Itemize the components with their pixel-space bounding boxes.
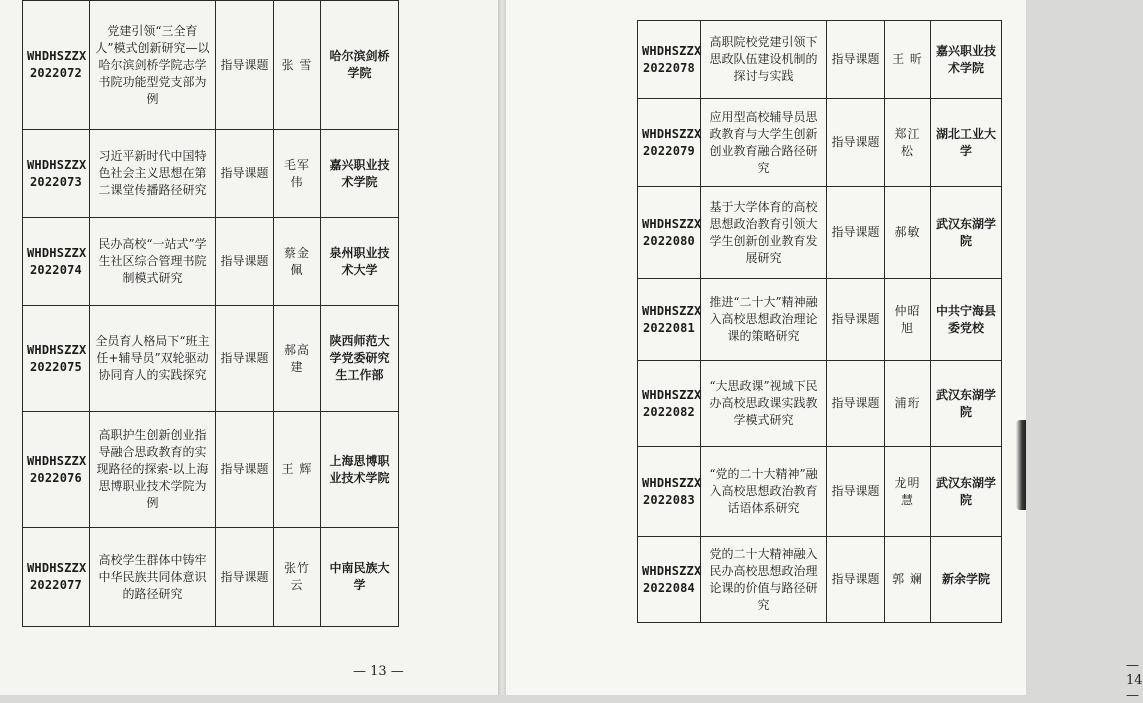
project-unit-cell: 武汉东湖学院 [931,361,1002,447]
page-number: — 14 — [1126,658,1143,703]
project-title-cell: 党建引领“三全育人”模式创新研究—以哈尔滨剑桥学院志学书院功能型党支部为例 [90,1,216,130]
project-type-cell: 指导课题 [827,537,885,623]
project-type-cell: 指导课题 [216,412,274,528]
project-code-cell: WHDHSZZX 2022082 [638,361,701,447]
table-row [638,99,1002,187]
page-edge-shadow [1016,420,1026,510]
project-code-cell: WHDHSZZX 2022072 [23,1,90,130]
project-leader-cell: 张 雪 [274,1,321,130]
project-title-cell: 应用型高校辅导员思政教育与大学生创新创业教育融合路径研究 [701,99,827,187]
project-title-cell: 推进“二十大”精神融入高校思想政治理论课的策略研究 [701,279,827,361]
project-type-cell: 指导课题 [827,279,885,361]
project-unit-cell: 湖北工业大学 [931,99,1002,187]
table-row [638,447,1002,537]
project-type-cell: 指导课题 [827,21,885,99]
project-unit-cell: 中共宁海县委党校 [931,279,1002,361]
table-row [23,306,399,412]
project-leader-cell: 张竹云 [274,528,321,627]
project-title-cell: 高职护生创新创业指导融合思政教育的实现路径的探索-以上海思博职业技术学院为例 [90,412,216,528]
project-leader-cell: 郑江松 [885,99,931,187]
project-type-cell: 指导课题 [216,306,274,412]
project-title-cell: 全员育人格局下“班主任+辅导员”双轮驱动协同育人的实践探究 [90,306,216,412]
project-title-cell: 高校学生群体中铸牢中华民族共同体意识的路径研究 [90,528,216,627]
document-page-13 [0,0,498,695]
project-leader-cell: 郭 斓 [885,537,931,623]
project-leader-cell: 毛军伟 [274,130,321,218]
book-gutter [498,0,506,695]
project-title-cell: “党的二十大精神”融入高校思想政治教育话语体系研究 [701,447,827,537]
project-code-cell: WHDHSZZX 2022076 [23,412,90,528]
project-code-cell: WHDHSZZX 2022080 [638,187,701,279]
table-row [23,528,399,627]
project-leader-cell: 仲昭旭 [885,279,931,361]
table-row [638,537,1002,623]
project-title-cell: 习近平新时代中国特色社会主义思想在第二课堂传播路径研究 [90,130,216,218]
project-code-cell: WHDHSZZX 2022075 [23,306,90,412]
project-unit-cell: 新余学院 [931,537,1002,623]
project-title-cell: 基于大学体育的高校思想政治教育引领大学生创新创业教育发展研究 [701,187,827,279]
project-unit-cell: 嘉兴职业技术学院 [931,21,1002,99]
table-row [23,412,399,528]
table-row [638,21,1002,99]
project-code-cell: WHDHSZZX 2022084 [638,537,701,623]
project-leader-cell: 王 辉 [274,412,321,528]
project-type-cell: 指导课题 [216,218,274,306]
project-unit-cell: 泉州职业技术大学 [321,218,399,306]
table-row [638,361,1002,447]
table-row [638,187,1002,279]
project-unit-cell: 武汉东湖学院 [931,187,1002,279]
project-code-cell: WHDHSZZX 2022078 [638,21,701,99]
project-title-cell: “大思政课”视域下民办高校思政课实践教学模式研究 [701,361,827,447]
project-leader-cell: 蔡金佩 [274,218,321,306]
table-row [23,218,399,306]
project-type-cell: 指导课题 [827,187,885,279]
table-row [638,279,1002,361]
project-code-cell: WHDHSZZX 2022073 [23,130,90,218]
project-unit-cell: 陕西师范大学党委研究生工作部 [321,306,399,412]
project-unit-cell: 哈尔滨剑桥学院 [321,1,399,130]
project-title-cell: 党的二十大精神融入民办高校思想政治理论课的价值与路径研究 [701,537,827,623]
project-type-cell: 指导课题 [216,130,274,218]
table-row [23,1,399,130]
project-title-cell: 高职院校党建引领下思政队伍建设机制的探讨与实践 [701,21,827,99]
project-leader-cell: 郝敏 [885,187,931,279]
project-table-right [637,20,1002,623]
project-type-cell: 指导课题 [216,1,274,130]
project-leader-cell: 王 昕 [885,21,931,99]
project-unit-cell: 上海思博职业技术学院 [321,412,399,528]
project-type-cell: 指导课题 [827,361,885,447]
project-unit-cell: 中南民族大学 [321,528,399,627]
table-row [23,130,399,218]
project-code-cell: WHDHSZZX 2022083 [638,447,701,537]
project-code-cell: WHDHSZZX 2022081 [638,279,701,361]
project-type-cell: 指导课题 [827,99,885,187]
project-leader-cell: 浦珩 [885,361,931,447]
project-leader-cell: 郝高建 [274,306,321,412]
project-leader-cell: 龙明慧 [885,447,931,537]
page-number: — 13 — [353,664,404,679]
project-code-cell: WHDHSZZX 2022074 [23,218,90,306]
project-type-cell: 指导课题 [216,528,274,627]
project-unit-cell: 嘉兴职业技术学院 [321,130,399,218]
project-code-cell: WHDHSZZX 2022077 [23,528,90,627]
project-unit-cell: 武汉东湖学院 [931,447,1002,537]
project-title-cell: 民办高校“一站式”学生社区综合管理书院制模式研究 [90,218,216,306]
project-code-cell: WHDHSZZX 2022079 [638,99,701,187]
project-type-cell: 指导课题 [827,447,885,537]
project-table-left [22,0,399,627]
